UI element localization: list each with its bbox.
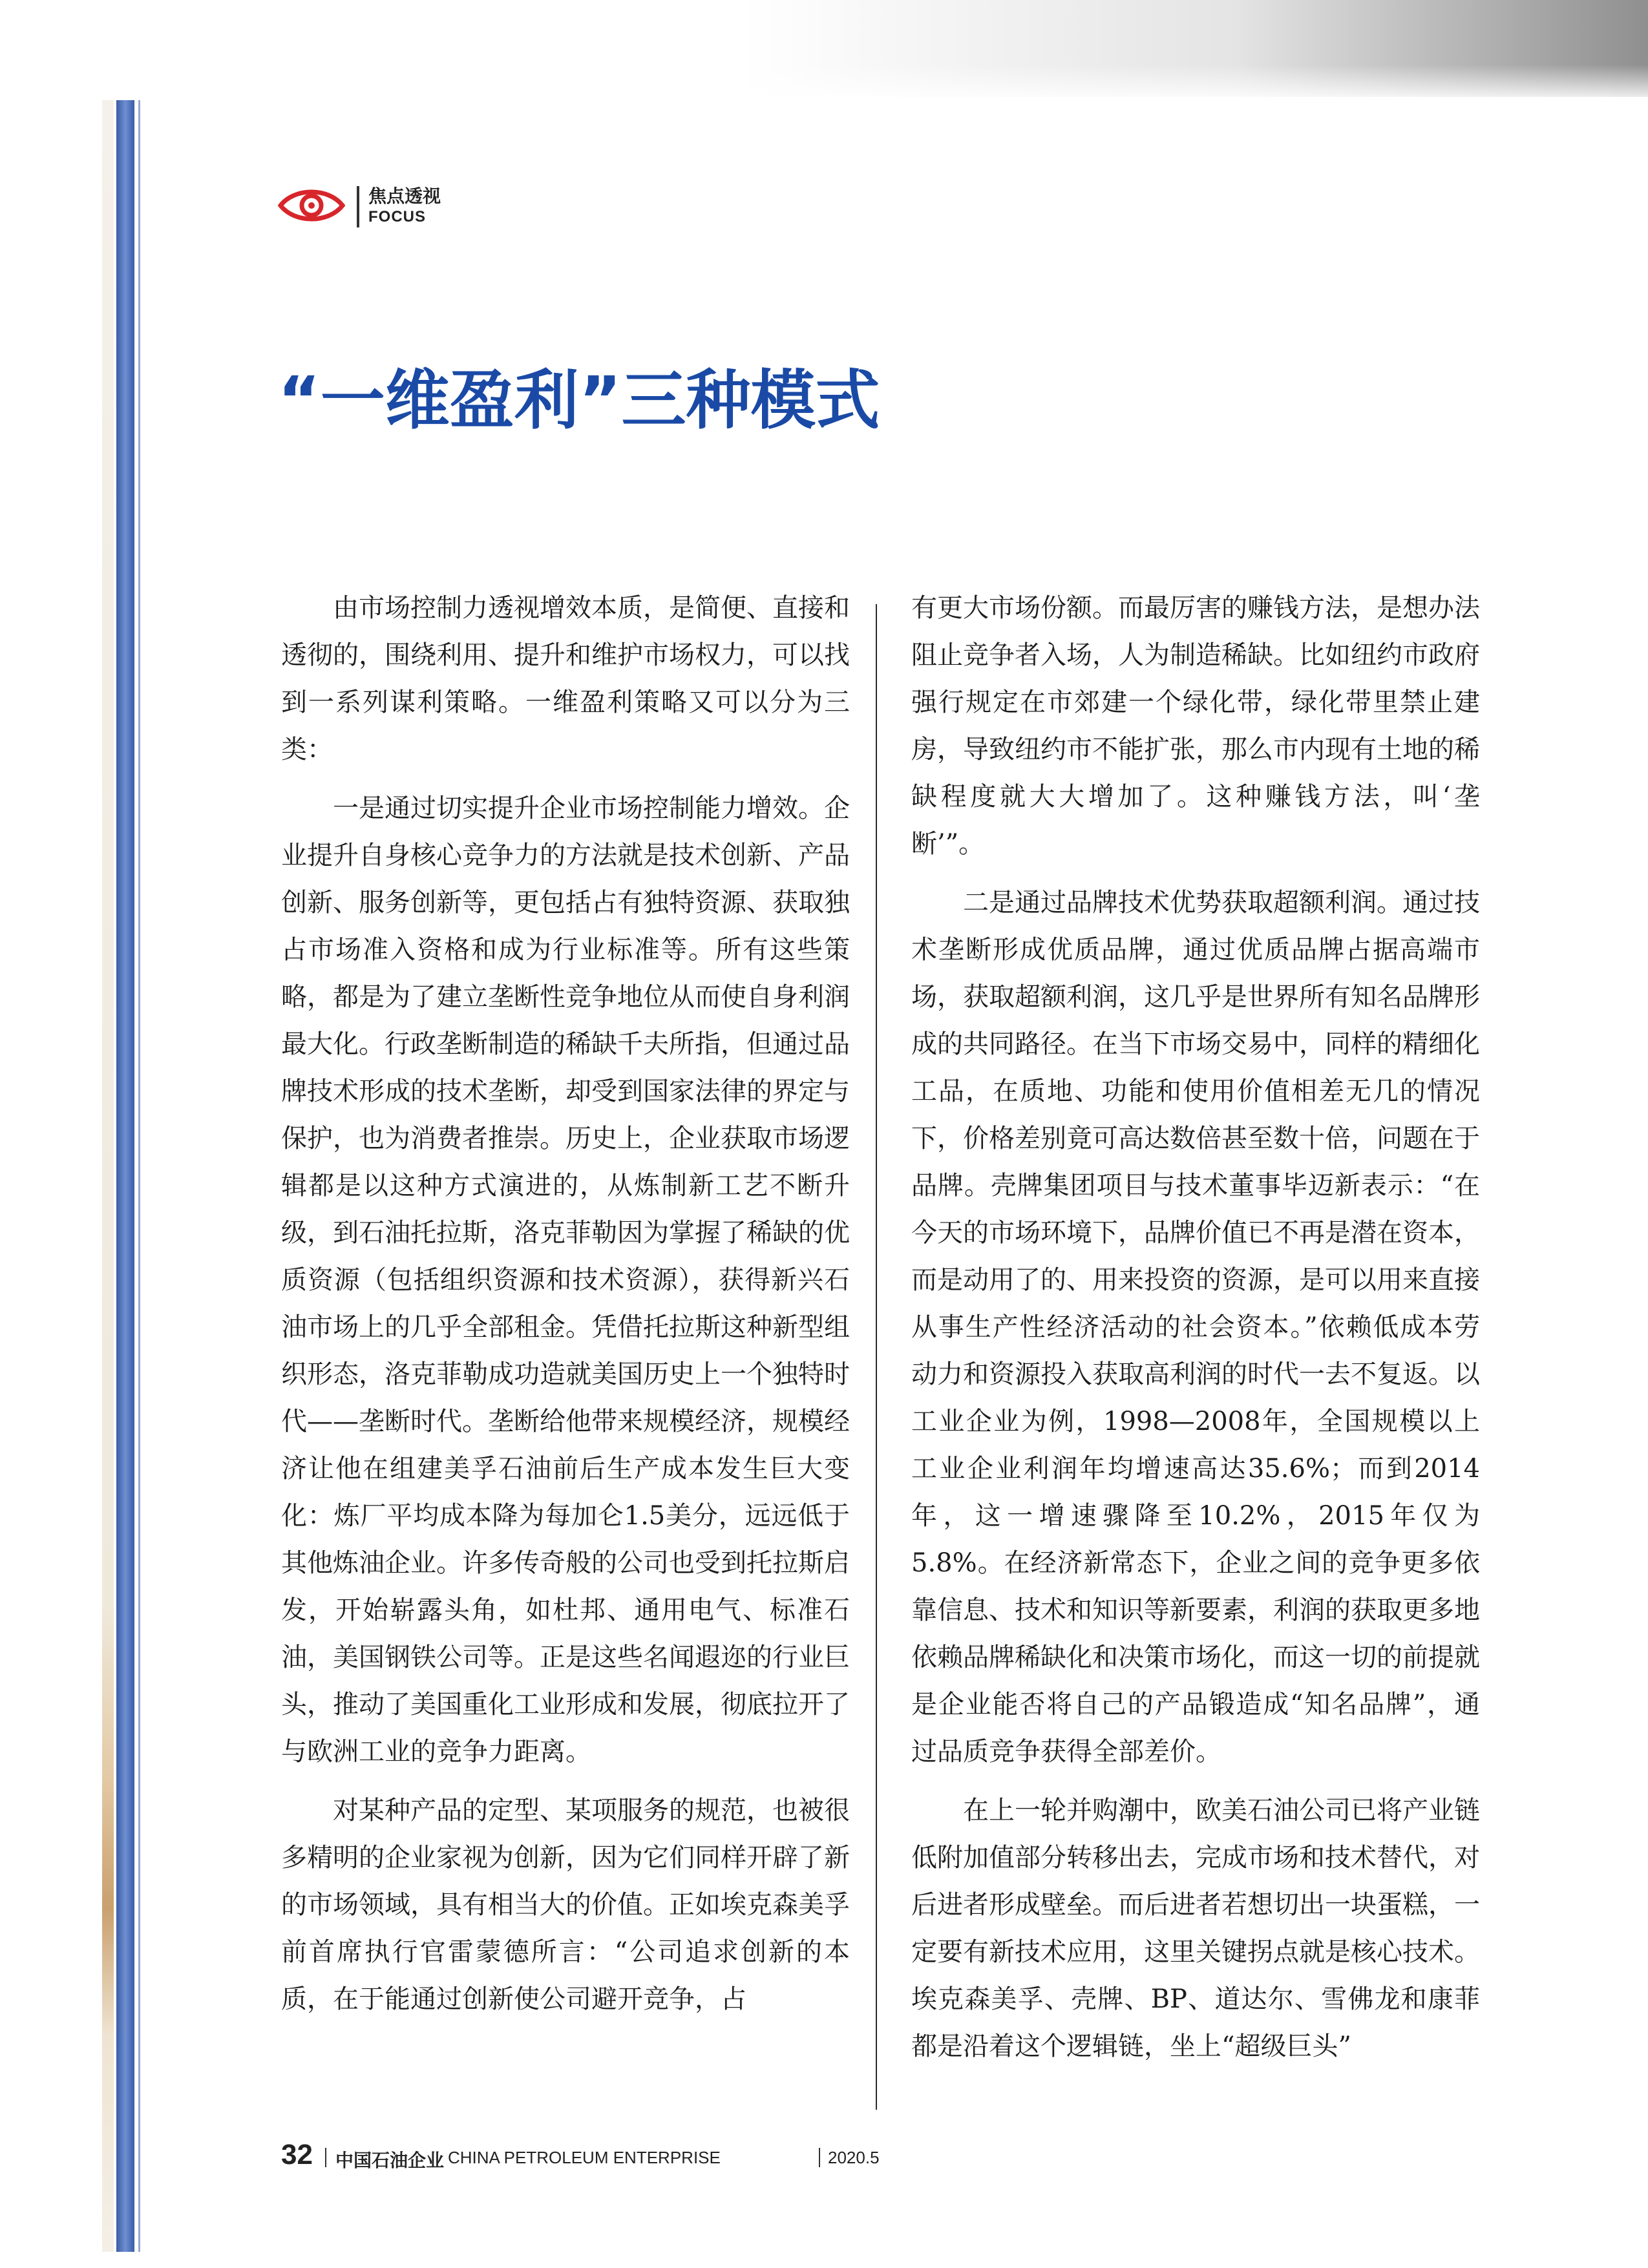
issue-number: 2020.5 (828, 2148, 880, 2167)
paragraph: 对某种产品的定型、某项服务的规范，也被很多精明的企业家视为创新，因为它们同样开辟了新的市场领域，具有相当大的价值。正如埃克森美孚前首席执行官雷蒙德所言：“公司追求创新的本质，在于能通过创新使公司避开竞争，占 (281, 1796, 850, 2014)
footer-separator (819, 2148, 820, 2167)
section-divider (357, 186, 359, 227)
paragraph: 由市场控制力透视增效本质，是简便、直接和透彻的，围绕利用、提升和维护市场权力，可以找到一系列谋利策略。一维盈利策略又可以分为三类： (281, 593, 850, 764)
magazine-name-cn: 中国石油企业 (335, 2150, 445, 2171)
column-divider (876, 604, 877, 2110)
section-label-cn: 焦点透视 (368, 185, 441, 207)
article-title: “一维盈利”三种模式 (278, 362, 880, 438)
page-number: 32 (281, 2139, 313, 2170)
paragraph: 有更大市场份额。而最厉害的赚钱方法，是想办法阻止竞争者入场，人为制造稀缺。比如纽约市政府强行规定在市郊建一个绿化带，绿化带里禁止建房，导致纽约市不能扩张，那么市内现有土地的稀缺程度就大大增加了。这种赚钱方法，叫‘垄断’”。 (911, 593, 1480, 859)
footer-separator (325, 2148, 326, 2167)
paragraph: 一是通过切实提升企业市场控制能力增效。企业提升自身核心竞争力的方法就是技术创新、产品创新、服务创新等，更包括占有独特资源、获取独占市场准入资格和成为行业标准等。所有这些策略，都是为了建立垄断性竞争地位从而使自身利润最大化。行政垄断制造的稀缺千夫所指，但通过品牌技术形成的技术垄断，却受到国家法律的界定与保护，也为消费者推崇。历史上，企业获取市场逻辑都是以这种方式演进的，从炼制新工艺不断升级，到石油托拉斯，洛克菲勒因为掌握了稀缺的优质资源（包括组织资源和技术资源），获得新兴石油市场上的几乎全部租金。凭借托拉斯这种新型组织形态，洛克菲勒成功造就美国历史上一个独特时代——垄断时代。垄断给他带来规模经济，规模经济让他在组建美孚石油前后生产成本发生巨大变化：炼厂平均成本降为每加仑1.5美分，远远低于其他炼油企业。许多传奇般的公司也受到托拉斯启发，开始崭露头角，如杜邦、通用电气、标准石油，美国钢铁公司等。正是这些名闻遐迩的行业巨头，推动了美国重化工业形成和发展，彻底拉开了与欧洲工业的竞争力距离。 (281, 793, 850, 1767)
page-top-shadow-fade (0, 65, 1648, 103)
left-column (281, 585, 850, 2035)
paragraph: 二是通过品牌技术优势获取超额利润。通过技术垄断形成优质品牌，通过优质品牌占据高端市场，获取超额利润，这几乎是世界所有知名品牌形成的共同路径。在当下市场交易中，同样的精细化工品，在质地、功能和使用价值相差无几的情况下，价格差别竟可高达数倍甚至数十倍，问题在于品牌。壳牌集团项目与技术董事毕迈新表示：“在今天的市场环境下，品牌价值已不再是潜在资本，而是动用了的、用来投资的资源，是可以用来直接从事生产性经济活动的社会资本。”依赖低成本劳动力和资源投入获取高利润的时代一去不复返。以工业企业为例，1998—2008年，全国规模以上工业企业利润年均增速高达35.6%；而到2014年，这一增速骤降至10.2%，2015年仅为5.8%。在经济新常态下，企业之间的竞争更多依靠信息、技术和知识等新要素，利润的获取更多地依赖品牌稀缺化和决策市场化，而这一切的前提就是企业能否将自己的产品锻造成“知名品牌”，通过品质竞争获得全部差价。 (911, 888, 1480, 1767)
spine-rule (138, 100, 140, 2252)
right-column (911, 585, 1480, 2082)
paragraph: 在上一轮并购潮中，欧美石油公司已将产业链低附加值部分转移出去，完成市场和技术替代，对后进者形成壁垒。而后进者若想切出一块蛋糕，一定要有新技术应用，这里关键拐点就是核心技术。埃克森美孚、壳牌、BP、道达尔、雪佛龙和康菲都是沿着这个逻辑链，坐上“超级巨头” (911, 1796, 1480, 2061)
magazine-name-en: CHINA PETROLEUM ENTERPRISE (448, 2148, 721, 2167)
binding-edge (102, 100, 114, 2252)
section-label-en: FOCUS (368, 208, 426, 226)
spine-color-bar (116, 100, 134, 2252)
section-header (278, 181, 536, 233)
eye-icon (278, 186, 345, 225)
page-footer (281, 2139, 1186, 2178)
